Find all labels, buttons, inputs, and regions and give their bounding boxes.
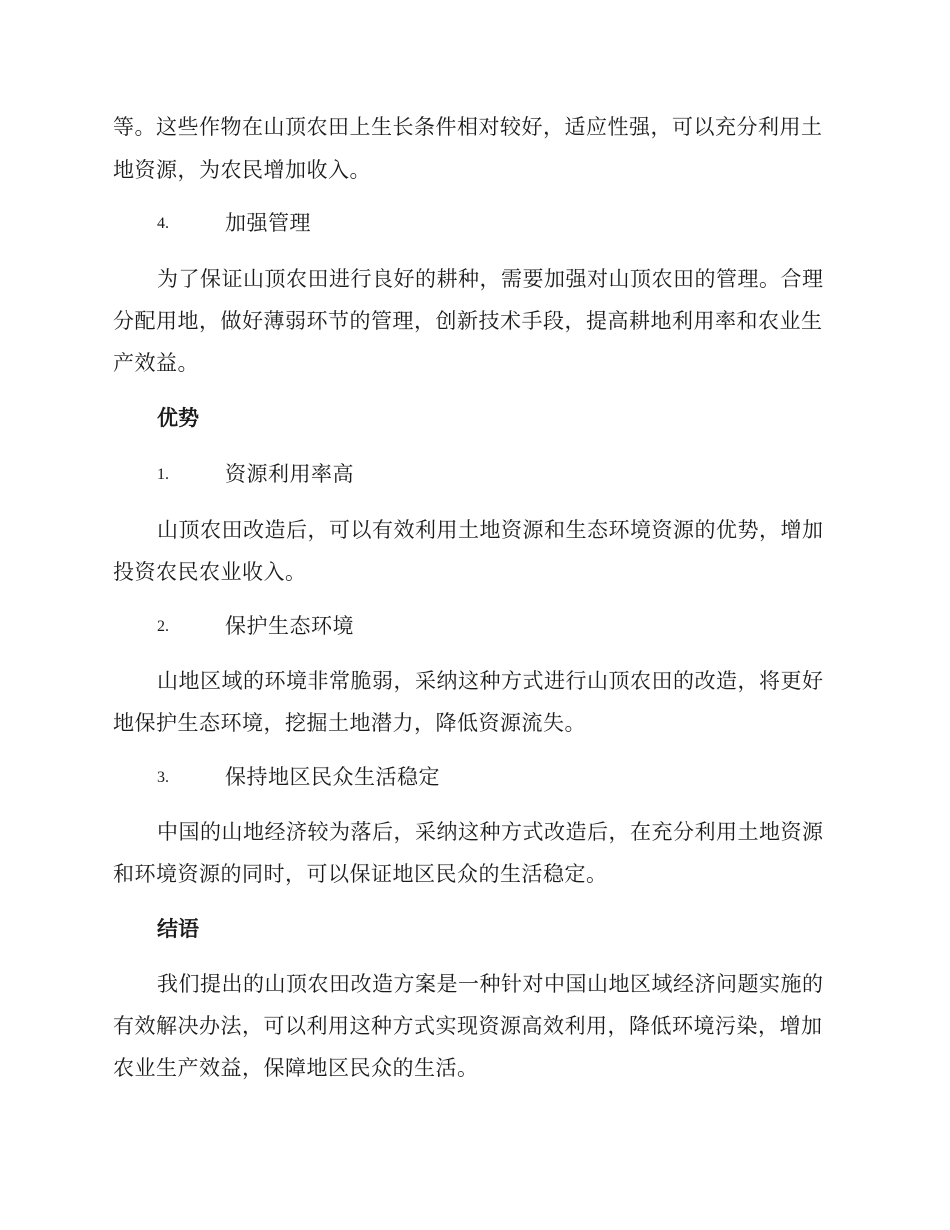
list-item-title: 资源利用率高 xyxy=(225,462,354,486)
paragraph-line: 产效益。 xyxy=(113,351,199,375)
paragraph-line: 分配用地，做好薄弱环节的管理，创新技术手段，提高耕地利用率和农业生 xyxy=(113,309,823,333)
list-item-title: 加强管理 xyxy=(225,211,311,235)
section-heading: 结语 xyxy=(157,917,199,941)
paragraph-line: 地保护生态环境，挖掘土地潜力，降低资源流失。 xyxy=(113,711,586,735)
section-heading: 优势 xyxy=(157,406,199,430)
list-number: 2. xyxy=(157,618,169,635)
paragraph-line: 投资农民农业收入。 xyxy=(113,560,307,584)
paragraph-line: 地资源，为农民增加收入。 xyxy=(113,158,371,182)
paragraph-line: 为了保证山顶农田进行良好的耕种，需要加强对山顶农田的管理。合理 xyxy=(157,267,824,291)
list-number: 1. xyxy=(157,466,169,483)
list-number: 4. xyxy=(157,215,169,232)
paragraph-line: 中国的山地经济较为落后，采纳这种方式改造后，在充分利用土地资源 xyxy=(157,820,824,844)
paragraph-line: 等。这些作物在山顶农田上生长条件相对较好，适应性强，可以充分利用土 xyxy=(113,115,823,139)
paragraph-line: 山顶农田改造后，可以有效利用土地资源和生态环境资源的优势，增加 xyxy=(157,518,824,542)
paragraph-line: 和环境资源的同时，可以保证地区民众的生活稳定。 xyxy=(113,862,608,886)
list-item-title: 保护生态环境 xyxy=(225,614,354,638)
list-item-title: 保持地区民众生活稳定 xyxy=(225,765,440,789)
list-number: 3. xyxy=(157,769,169,786)
paragraph-line: 农业生产效益，保障地区民众的生活。 xyxy=(113,1056,479,1080)
paragraph-line: 我们提出的山顶农田改造方案是一种针对中国山地区域经济问题实施的 xyxy=(157,972,824,996)
paragraph-line: 山地区域的环境非常脆弱，采纳这种方式进行山顶农田的改造，将更好 xyxy=(157,669,824,693)
paragraph-line: 有效解决办法，可以利用这种方式实现资源高效利用，降低环境污染，增加 xyxy=(113,1014,823,1038)
